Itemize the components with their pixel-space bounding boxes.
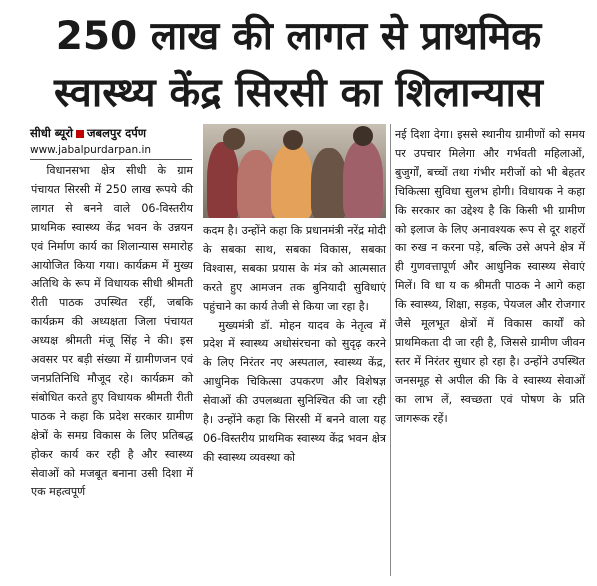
headline-line-1: 250 लाख की लागत से प्राथमिक bbox=[55, 14, 542, 59]
red-square-icon bbox=[76, 130, 84, 138]
byline bbox=[30, 126, 146, 141]
byline-divider bbox=[30, 159, 192, 160]
headline-line-2: स्वास्थ्य केंद्र सिरसी का शिलान्यास bbox=[54, 70, 543, 116]
paragraph: कदम है। उन्होंने कहा कि प्रधानमंत्री नरेंद्र मोदी के सबका साथ, सबका विकास, सबका विश्वास, सबका प्रयास के मंत्र को आत्मसात करते हुए आमजन तक बुनियादी सुविधाएं पहुंचाने का कार्य तेजी से किया जा रहा है। bbox=[203, 224, 386, 313]
website-link[interactable]: www.jabalpurdarpan.in bbox=[30, 144, 152, 156]
paragraph: विधानसभा क्षेत्र सीधी के ग्राम पंचायत सिरसी में 250 लाख रूपये की लागत से बनने वाले 06-विस्तरीय प्राथमिक स्वास्थ्य केंद्र भवन के उन्नयन एवं निर्माण कार्य का शिलान्यास समारोह आयोजित किया गया। कार्यक्रम में मुख्य अतिथि के रूप में विधायक सीधी श्रीमती रीती पाठक उपस्थित रहीं, जबकि कार्यक्रम की अध्यक्षता जिला पंचायत अध्यक्ष श्रीमती मंजू सिंह ने की। इस अवसर पर बड़ी संख्या में ग्रामीणजन एवं जनप्रतिनिधि मौजूद रहे। कार्यक्रम को संबोधित करते हुए विधायक श्रीमती रीती पाठक ने कहा कि प्रदेश सरकार ग्रामीण क्षेत्रों के समग्र विकास के लिए प्रतिबद्ध होकर कार्य कर रही है और स्वास्थ्य सेवाओं को मजबूत बनाना उसी दिशा में एक महत्वपूर्ण bbox=[31, 164, 193, 499]
article-column-1 bbox=[31, 162, 193, 502]
newspaper-name: जबलपुर दर्पण bbox=[87, 126, 147, 140]
article-column-3 bbox=[395, 126, 585, 429]
column-divider bbox=[390, 124, 391, 576]
ceremony-photo bbox=[203, 124, 386, 218]
bureau-name: सीधी ब्यूरो bbox=[30, 126, 74, 140]
paragraph: नई दिशा देगा। इससे स्थानीय ग्रामीणों को समय पर उपचार मिलेगा और गर्भवती महिलाओं, बुजुर्गों, बच्चों तथा गंभीर मरीजों को भी बेहतर चिकित्सा सुविधा सुलभ होगी। विधायक ने कहा कि सरकार का उद्देश्य है कि किसी भी ग्रामीण को इलाज के लिए अनावश्यक रूप से दूर शहरों का रुख न करना पड़े, बल्कि उसे अपने क्षेत्र में ही गुणवत्तापूर्ण और आधुनिक स्वास्थ्य सेवाएं मिलें। वि धा य क श्रीमती पाठक ने आगे कहा कि स्वास्थ्य, शिक्षा, सड़क, पेयजल और रोजगार जैसे मूलभूत क्षेत्रों में विकास कार्यों को प्राथमिकता दी जा रही है, जिससे ग्रामीण जीवन स्तर में निरंतर सुधार हो रहा है। उन्होंने उपस्थित जनसमूह से अपील की कि वे स्वास्थ्य सेवाओं का लाभ लें, स्वच्छता एवं पोषण के प्रति जागरूक रहें। bbox=[395, 128, 585, 425]
article-column-2 bbox=[203, 222, 386, 468]
paragraph: मुख्यमंत्री डॉ. मोहन यादव के नेतृत्व में प्रदेश में स्वास्थ्य अधोसंरचना को सुदृढ़ करने के लिए निरंतर नए अस्पताल, स्वास्थ्य केंद्र, आधुनिक चिकित्सा उपकरण और विशेषज्ञ सेवाओं की उपलब्धता सुनिश्चित की जा रही है। उन्होंने कहा कि सिरसी में बनने वाला यह 06-विस्तरीय प्राथमिक स्वास्थ्य केंद्र भवन क्षेत्र की स्वास्थ्य व्यवस्था को bbox=[203, 318, 386, 464]
